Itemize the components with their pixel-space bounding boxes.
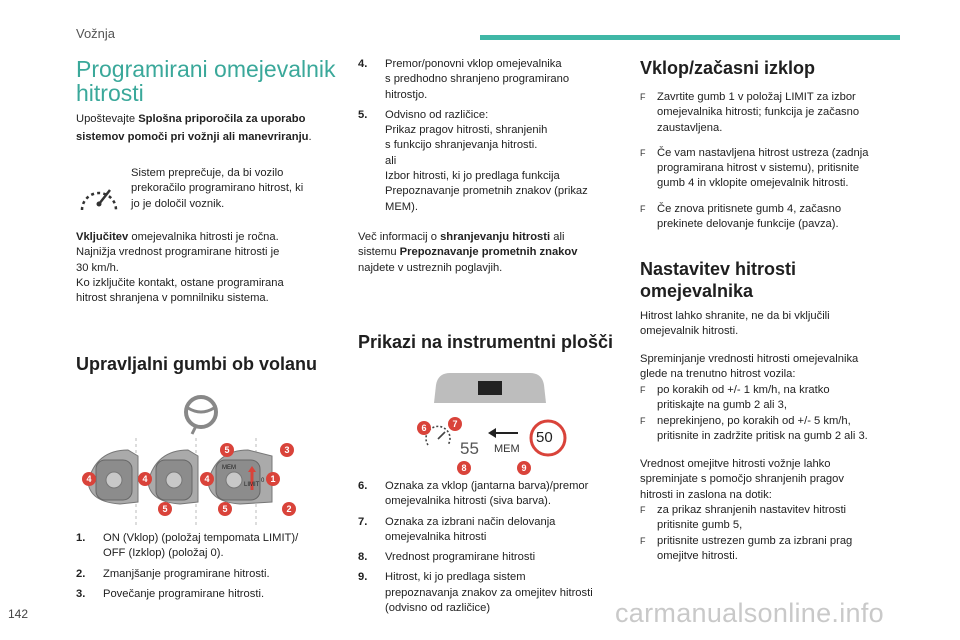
callout-badge: 4 (200, 472, 214, 486)
list-item: F pritisnite ustrezen gumb za izbrani prag omejitve hitrosti. (640, 534, 853, 562)
speed-sign-value: 50 (536, 429, 553, 446)
column-1 (76, 57, 346, 105)
controls-list (76, 531, 346, 607)
list-item: 9. Hitrost, ki jo predlaga sistem prepoznavanja znakov za omejitev hitrosti (odvisno od različice) (358, 571, 593, 615)
callout-badge: 4 (138, 472, 152, 486)
programmed-speed-value: 55 (460, 439, 479, 458)
stalk-view-2 (148, 450, 198, 504)
mem-indicator: MEM (494, 443, 520, 455)
list-item: 7. Oznaka za izbrani način delovanja omejevalnika hitrosti (358, 515, 556, 543)
callout-badge: 7 (448, 417, 462, 431)
heading-instrument-displays: Prikazi na instrumentni plošči (358, 332, 614, 352)
list-item: 3. Povečanje programirane hitrosti. (76, 587, 265, 600)
list-item: 5. Odvisno od različice: Prikaz pragov hitrosti, shranjenih s funkcijo shranjevanja hitrosti. ali Izbor hitrosti, ki jo predlaga funkcija Prepoznavanje prometnih znakov (prikaz MEM). (358, 108, 588, 213)
activation-paragraph: Vključitev omejevalnika hitrosti je ročna. Najnižja vrednost programirane hitrosti je 30 km/h. Ko izključite kontakt, ostane programirana hitrost shranjena v pomnilniku sistema. (76, 231, 284, 305)
callout-badge: 2 (282, 502, 296, 516)
threshold-bullets (640, 503, 905, 564)
callout-badge: 1 (266, 472, 280, 486)
heading-activation: Vklop/začasni izklop (640, 58, 816, 78)
speed-limiter-icon (76, 180, 122, 225)
page-title: Programirani omejevalnik hitrosti (76, 56, 336, 106)
page-number: 142 (8, 607, 29, 621)
list-item: F Če znova pritisnete gumb 4, začasno prekinete delovanje funkcije (pavza). (640, 202, 842, 231)
list-item: 2. Zmanjšanje programirane hitrosti. (76, 567, 270, 580)
activation-bullets (640, 90, 905, 232)
list-item: F Če vam nastavljena hitrost ustreza (zadnja programirana hitrost v sistemu), pritisnite gumb 4 in vklopite omejevalnik hitrosti. (640, 146, 869, 190)
speed-change-paragraph: Spreminjanje vrednosti hitrosti omejevalnika glede na trenutno hitrost vozila: (640, 353, 859, 381)
list-item: 6. Oznaka za vklop (jantarna barva)/premor omejevalnika hitrosti (siva barva). (358, 480, 589, 508)
callout-badge: 5 (218, 502, 232, 516)
callout-badge: 6 (417, 421, 431, 435)
callout-badge: 5 (220, 443, 234, 457)
list-item: F neprekinjeno, po korakih od +/- 5 km/h, pritisnite in zadržite pritisk na gumb 2 ali 3. (640, 414, 868, 442)
watermark: carmanualsonline.info (615, 598, 884, 628)
controls-list-continued (358, 57, 620, 220)
steering-controls-figure (76, 390, 326, 525)
stalk-label-limit: LIMIT (244, 482, 260, 488)
section-label: Vožnja (76, 26, 116, 41)
list-item: F za prikaz shranjenih nastavitev hitrosti pritisnite gumb 5, (640, 504, 847, 532)
steering-wheel-icon (186, 397, 216, 434)
stalk-label-mem: MEM (222, 465, 236, 471)
display-list (358, 479, 628, 621)
callout-badge: 5 (158, 502, 172, 516)
list-item: 4. Premor/ponovni vklop omejevalnika s predhodno shranjeno programirano hitrostjo. (358, 58, 570, 101)
stalk-view-3 (208, 450, 272, 504)
heading-speed-setting: Nastavitev hitrosti omejevalnika (640, 259, 797, 301)
intro-paragraph: Upoštevajte Splošna priporočila za uporabo sistemov pomoči pri vožnji ali manevriranju. (76, 113, 312, 143)
stalk-label-zero: 0 (261, 478, 265, 484)
callout-badge: 8 (457, 461, 471, 475)
callout-badge: 3 (280, 443, 294, 457)
more-info-paragraph: Več informacij o shranjevanju hitrosti ali sistemu Prepoznavanje prometnih znakov najdete v ustreznih poglavjih. (358, 231, 578, 274)
list-item: F Zavrtite gumb 1 v položaj LIMIT za izbor omejevalnika hitrosti; funkcija je začasno zaustavljena. (640, 91, 860, 134)
instrument-display-figure (410, 365, 580, 475)
section-accent-bar (480, 35, 900, 40)
memorised-thresholds-paragraph: Vrednost omejitve hitrosti vožnje lahko spreminjate s pomočjo shranjenih pragov hitrosti in zaslona na dotik: (640, 458, 844, 501)
icon-description: Sistem preprečuje, da bi vozilo prekoračilo programirano hitrost, ki jo je določil voznik. (131, 167, 304, 210)
list-item: 8. Vrednost programirane hitrosti (358, 551, 536, 564)
heading-steering-controls: Upravljalni gumbi ob volanu (76, 354, 318, 374)
speed-setting-intro: Hitrost lahko shranite, ne da bi vključili omejevalnik hitrosti. (640, 310, 830, 338)
callout-badge: 9 (517, 461, 531, 475)
list-item: F po korakih od +/- 1 km/h, na kratko pritiskajte na gumb 2 ali 3, (640, 384, 830, 412)
list-item: 1. ON (Vklop) (položaj tempomata LIMIT)/ OFF (Izklop) (položaj 0). (76, 532, 299, 560)
callout-badge: 4 (82, 472, 96, 486)
speed-step-bullets (640, 383, 905, 444)
